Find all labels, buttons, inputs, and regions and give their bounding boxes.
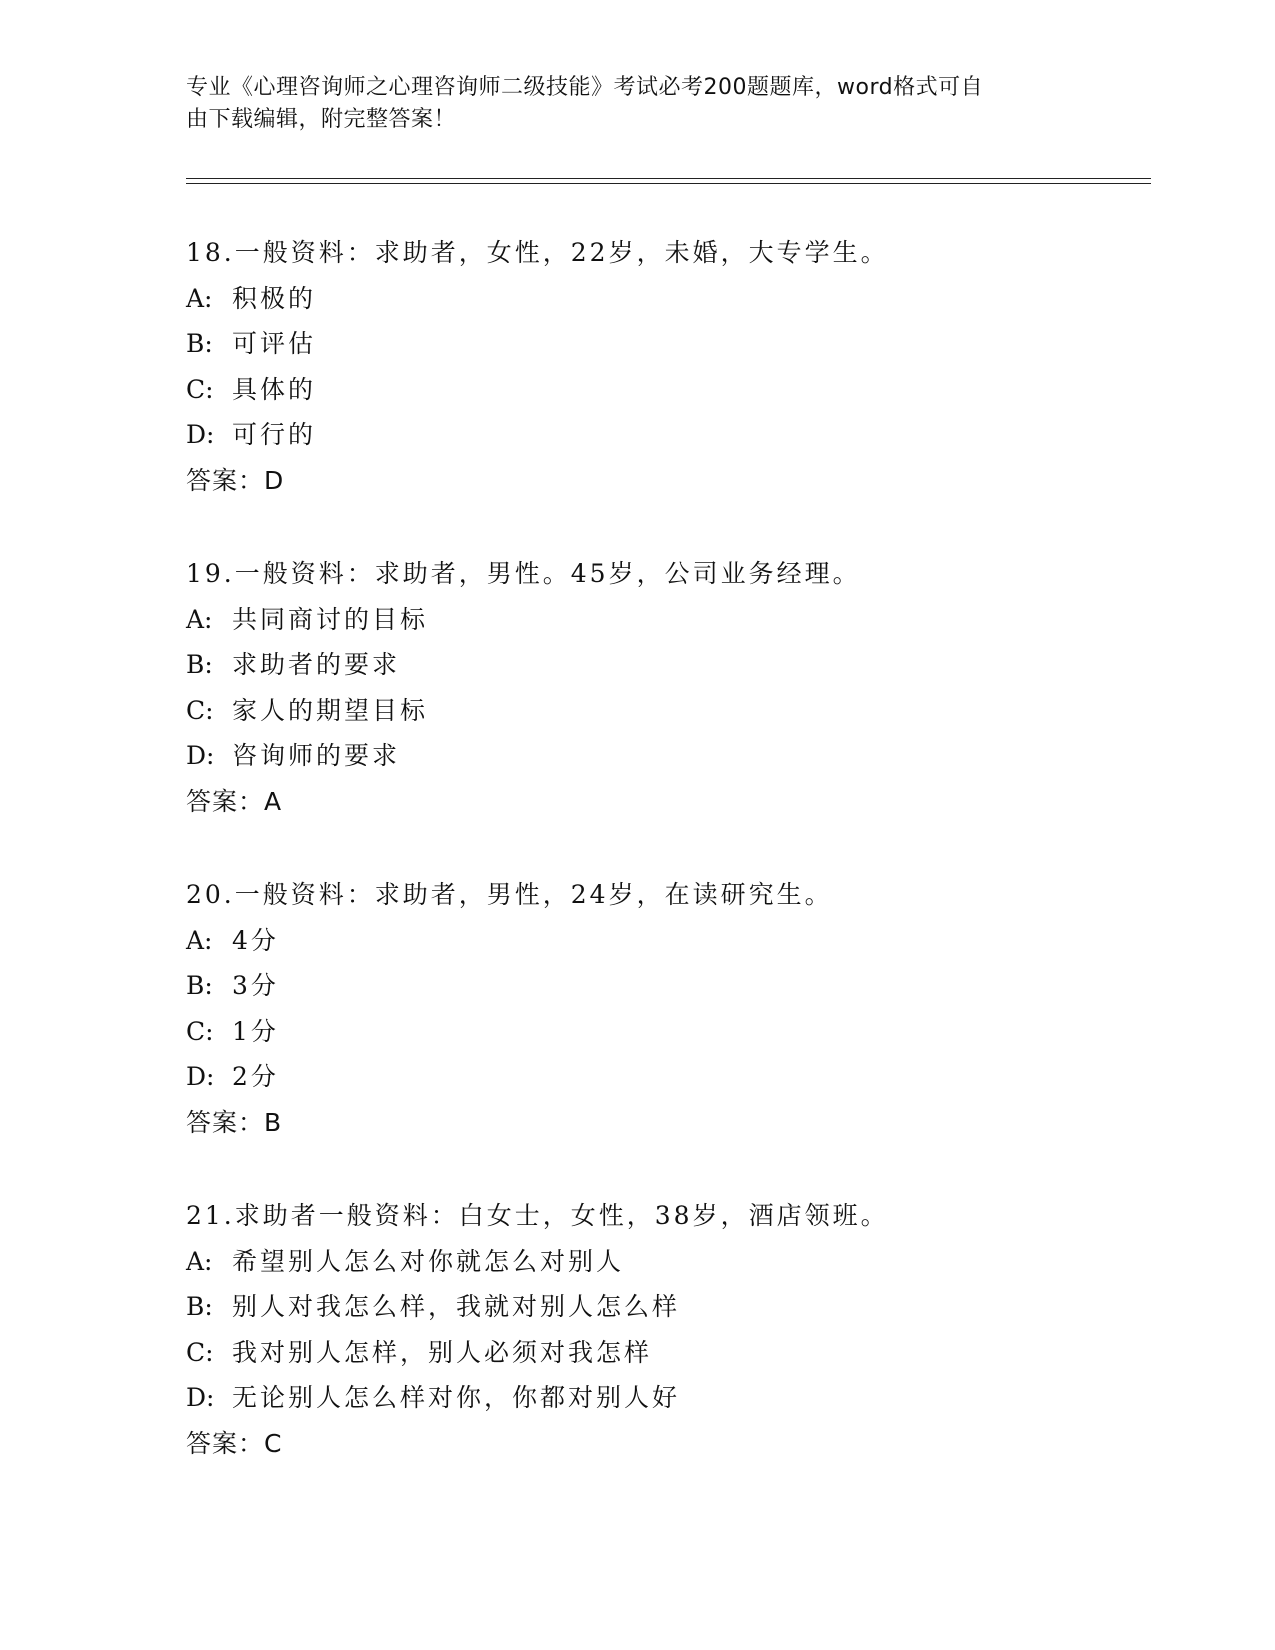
header-line-1: 专业《心理咨询师之心理咨询师二级技能》考试必考200题题库，word格式可自	[186, 75, 984, 100]
option-d	[186, 412, 1146, 458]
answer-line: 答案：A	[186, 786, 283, 816]
option-a	[186, 597, 1146, 643]
question-19	[186, 551, 1146, 824]
option-text: 咨询师的要求	[232, 741, 401, 770]
question-21	[186, 1193, 1146, 1466]
option-a	[186, 918, 1146, 964]
option-text: 希望别人怎么对你就怎么对别人	[232, 1246, 625, 1276]
option-key: A:	[186, 925, 213, 955]
option-b	[186, 963, 1146, 1009]
option-d	[186, 733, 1146, 779]
option-key: D:	[186, 420, 215, 449]
option-a	[186, 1239, 1146, 1285]
option-key: B:	[186, 971, 213, 1000]
question-20	[186, 872, 1146, 1145]
option-text: 积极的	[232, 283, 317, 313]
option-key: C:	[186, 695, 214, 725]
option-key: C:	[186, 1337, 214, 1367]
option-text: 求助者的要求	[232, 650, 401, 679]
option-key: D:	[186, 1383, 215, 1412]
option-key: B:	[186, 650, 213, 679]
option-text: 1分	[232, 1016, 279, 1046]
option-key: A:	[186, 283, 213, 313]
option-text: 可评估	[232, 329, 317, 358]
answer-line: 答案：D	[186, 465, 285, 495]
header-divider-top	[186, 178, 1151, 179]
option-b	[186, 1284, 1146, 1330]
option-key: C:	[186, 1016, 214, 1046]
question-stem: 19.一般资料：求助者，男性。45岁，公司业务经理。	[186, 559, 861, 588]
option-a	[186, 276, 1146, 322]
option-d	[186, 1375, 1146, 1421]
option-key: C:	[186, 374, 214, 404]
option-b	[186, 321, 1146, 367]
option-b	[186, 642, 1146, 688]
option-c	[186, 1330, 1146, 1376]
option-text: 别人对我怎么样，我就对别人怎么样	[232, 1292, 681, 1321]
header-divider-bottom	[186, 183, 1151, 184]
option-c	[186, 1009, 1146, 1055]
option-text: 2分	[232, 1062, 279, 1091]
document-header	[186, 72, 1066, 136]
option-key: D:	[186, 1062, 215, 1091]
answer-line: 答案：C	[186, 1428, 283, 1458]
option-text: 4分	[232, 925, 279, 955]
option-text: 共同商讨的目标	[232, 604, 429, 634]
option-key: A:	[186, 604, 213, 634]
option-text: 3分	[232, 971, 279, 1000]
option-key: A:	[186, 1246, 213, 1276]
option-text: 可行的	[232, 420, 317, 449]
option-key: B:	[186, 1292, 213, 1321]
answer-line: 答案：B	[186, 1107, 283, 1137]
question-18	[186, 230, 1146, 503]
option-c	[186, 688, 1146, 734]
option-text: 具体的	[232, 374, 317, 404]
header-line-2: 由下载编辑，附完整答案！	[186, 107, 457, 132]
option-c	[186, 367, 1146, 413]
option-d	[186, 1054, 1146, 1100]
option-text: 家人的期望目标	[232, 695, 429, 725]
question-stem: 20.一般资料：求助者，男性，24岁，在读研究生。	[186, 880, 833, 909]
option-key: B:	[186, 329, 213, 358]
option-text: 我对别人怎样，别人必须对我怎样	[232, 1337, 653, 1367]
question-stem: 21.求助者一般资料：白女士，女性，38岁，酒店领班。	[186, 1201, 889, 1230]
option-text: 无论别人怎么样对你，你都对别人好	[232, 1383, 681, 1412]
question-stem: 18.一般资料：求助者，女性，22岁，未婚，大专学生。	[186, 238, 889, 267]
option-key: D:	[186, 741, 215, 770]
